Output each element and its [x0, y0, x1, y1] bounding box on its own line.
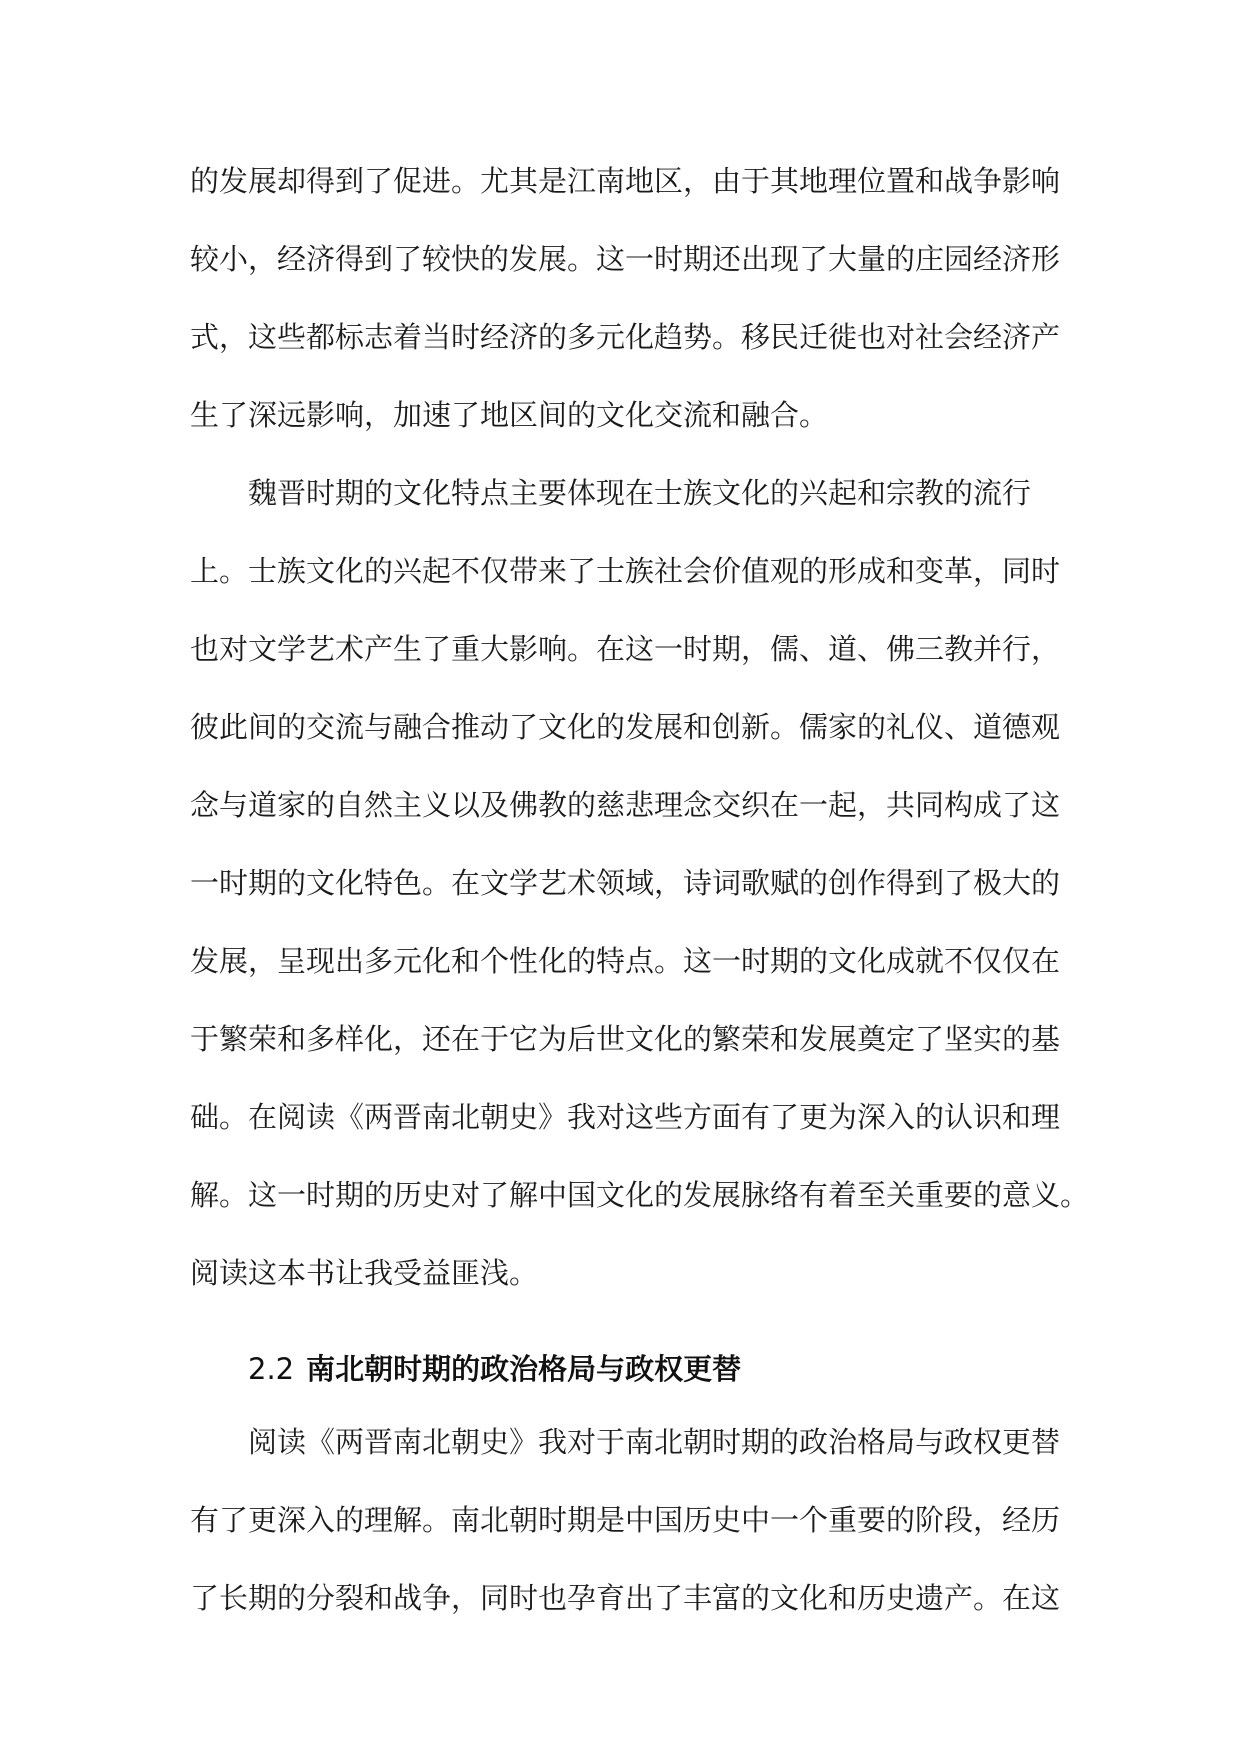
paragraph-culture — [190, 454, 1090, 1312]
text-line: 有了更深入的理解。南北朝时期是中国历史中一个重要的阶段，经历 — [190, 1503, 1061, 1537]
section-number: 2.2 — [248, 1352, 295, 1386]
section-title: 南北朝时期的政治格局与政权更替 — [306, 1352, 742, 1386]
section-spacer — [190, 1312, 1070, 1335]
text-line: 阅读《两晋南北朝史》我对于南北朝时期的政治格局与政权更替 — [248, 1425, 1061, 1459]
text-line: 解。这一时期的历史对了解中国文化的发展脉络有着至关重要的意义。 — [190, 1178, 1090, 1212]
text-line: 上。士族文化的兴起不仅带来了士族社会价值观的形成和变革，同时 — [190, 554, 1061, 588]
text-column — [190, 142, 1090, 1637]
text-line: 较小，经济得到了较快的发展。这一时期还出现了大量的庄园经济形 — [190, 242, 1061, 276]
text-line: 阅读这本书让我受益匪浅。 — [190, 1256, 539, 1290]
text-line: 念与道家的自然主义以及佛教的慈悲理念交织在一起，共同构成了这 — [190, 788, 1061, 822]
text-line: 一时期的文化特色。在文学艺术领域，诗词歌赋的创作得到了极大的 — [190, 866, 1061, 900]
text-line: 也对文学艺术产生了重大影响。在这一时期，儒、道、佛三教并行， — [190, 632, 1061, 666]
text-line: 生了深远影响，加速了地区间的文化交流和融合。 — [190, 398, 829, 432]
paragraph-economy — [190, 142, 1070, 454]
paragraph-politics — [190, 1403, 1070, 1637]
text-line: 彼此间的交流与融合推动了文化的发展和创新。儒家的礼仪、道德观 — [190, 710, 1061, 744]
text-line: 式，这些都标志着当时经济的多元化趋势。移民迁徙也对社会经济产 — [190, 320, 1061, 354]
text-line: 的发展却得到了促进。尤其是江南地区，由于其地理位置和战争影响 — [190, 164, 1061, 198]
text-line: 础。在阅读《两晋南北朝史》我对这些方面有了更为深入的认识和理 — [190, 1100, 1061, 1134]
text-line: 了长期的分裂和战争，同时也孕育出了丰富的文化和历史遗产。在这 — [190, 1581, 1061, 1615]
text-line: 魏晋时期的文化特点主要体现在士族文化的兴起和宗教的流行 — [248, 476, 1032, 510]
section-heading — [190, 1335, 1070, 1403]
text-line: 于繁荣和多样化，还在于它为后世文化的繁荣和发展奠定了坚实的基 — [190, 1022, 1061, 1056]
text-line: 发展，呈现出多元化和个性化的特点。这一时期的文化成就不仅仅在 — [190, 944, 1061, 978]
